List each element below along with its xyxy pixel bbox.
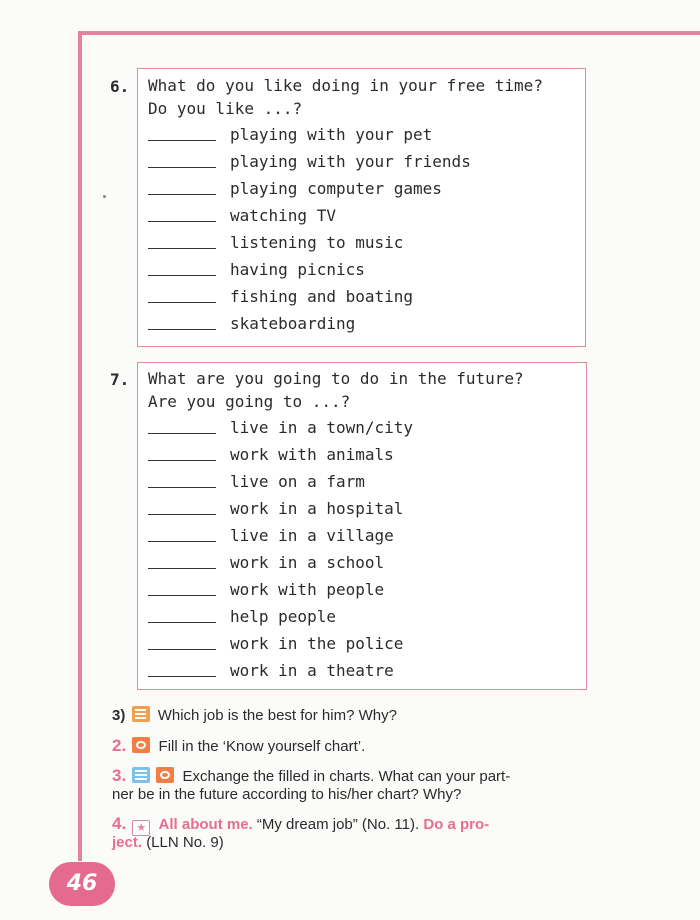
task-3b-number: 3. [112, 766, 127, 785]
list-item-text: work in a school [230, 553, 385, 572]
exercise-6-number: 6. [110, 77, 130, 96]
answer-blank-line[interactable] [148, 329, 216, 330]
page-frame-left [78, 31, 82, 861]
task-3-which-job [112, 706, 397, 724]
task-2-number: 2. [112, 736, 127, 755]
exercise-6-box [137, 68, 586, 347]
task-4-mid: “My dream job” (No. 11). [256, 816, 420, 833]
answer-blank-line[interactable] [148, 433, 216, 434]
task-4-do-a-project: Do a pro- [423, 816, 490, 833]
chart-icon [156, 767, 174, 783]
page-number-badge: 46 [49, 862, 115, 906]
list-item-text: live in a town/city [230, 418, 414, 437]
exercise-6-question-line1: What do you like doing in your free time? [148, 76, 543, 95]
task-3-text: Which job is the best for him? Why? [157, 707, 397, 724]
pencil-icon [132, 706, 150, 722]
list-item-text: work with people [230, 580, 385, 599]
page-frame-top [78, 31, 700, 35]
task-4-line2 [112, 834, 224, 851]
list-item-text: listening to music [230, 233, 404, 252]
exercise-7-question-line1: What are you going to do in the future? [148, 369, 524, 388]
task-4-ject: ject. [112, 834, 143, 851]
list-item-text: playing with your friends [230, 152, 471, 171]
list-item-text: work in a hospital [230, 499, 404, 518]
list-item-text: skateboarding [230, 314, 356, 333]
exercise-7-question-line2: Are you going to ...? [148, 392, 351, 411]
answer-blank-line[interactable] [148, 302, 216, 303]
answer-blank-line[interactable] [148, 194, 216, 195]
task-4-title: All about me. [158, 816, 253, 833]
list-item-text: playing computer games [230, 179, 442, 198]
task-3b-line2: ner be in the future according to his/her chart? Why? [112, 786, 462, 803]
answer-blank-line[interactable] [148, 676, 216, 677]
answer-blank-line[interactable] [148, 221, 216, 222]
answer-blank-line[interactable] [148, 514, 216, 515]
task-4-end: (LLN No. 9) [146, 834, 224, 851]
list-item-text: fishing and boating [230, 287, 414, 306]
answer-blank-line[interactable] [148, 248, 216, 249]
task-4-number: 4. [112, 814, 127, 833]
book-icon [132, 767, 150, 783]
list-item-text: work in a theatre [230, 661, 394, 680]
answer-blank-line[interactable] [148, 568, 216, 569]
exercise-7-box [137, 362, 587, 690]
list-item-text: work with animals [230, 445, 394, 464]
list-item-text: playing with your pet [230, 125, 433, 144]
answer-blank-line[interactable] [148, 622, 216, 623]
list-item-text: live on a farm [230, 472, 365, 491]
list-item-text: work in the police [230, 634, 404, 653]
task-3-number: 3) [112, 707, 126, 724]
answer-blank-line[interactable] [148, 140, 216, 141]
answer-blank-line[interactable] [148, 541, 216, 542]
list-item-text: watching TV [230, 206, 336, 225]
answer-blank-line[interactable] [148, 487, 216, 488]
list-item-text: help people [230, 607, 336, 626]
answer-blank-line[interactable] [148, 595, 216, 596]
star-icon: ★ [132, 820, 150, 836]
list-item-text: live in a village [230, 526, 394, 545]
answer-blank-line[interactable] [148, 275, 216, 276]
exercise-6-question-line2: Do you like ...? [148, 99, 303, 118]
task-2-fill-in [112, 736, 365, 756]
exercise-7-number: 7. [110, 370, 130, 389]
stray-dot [103, 195, 106, 198]
task-4-project [112, 814, 489, 836]
list-item-text: having picnics [230, 260, 365, 279]
chart-icon [132, 737, 150, 753]
task-3-exchange [112, 766, 510, 786]
answer-blank-line[interactable] [148, 460, 216, 461]
answer-blank-line[interactable] [148, 167, 216, 168]
task-2-text: Fill in the ‘Know yourself chart’. [158, 738, 366, 755]
task-3b-line1: Exchange the filled in charts. What can your part- [182, 768, 511, 785]
answer-blank-line[interactable] [148, 649, 216, 650]
